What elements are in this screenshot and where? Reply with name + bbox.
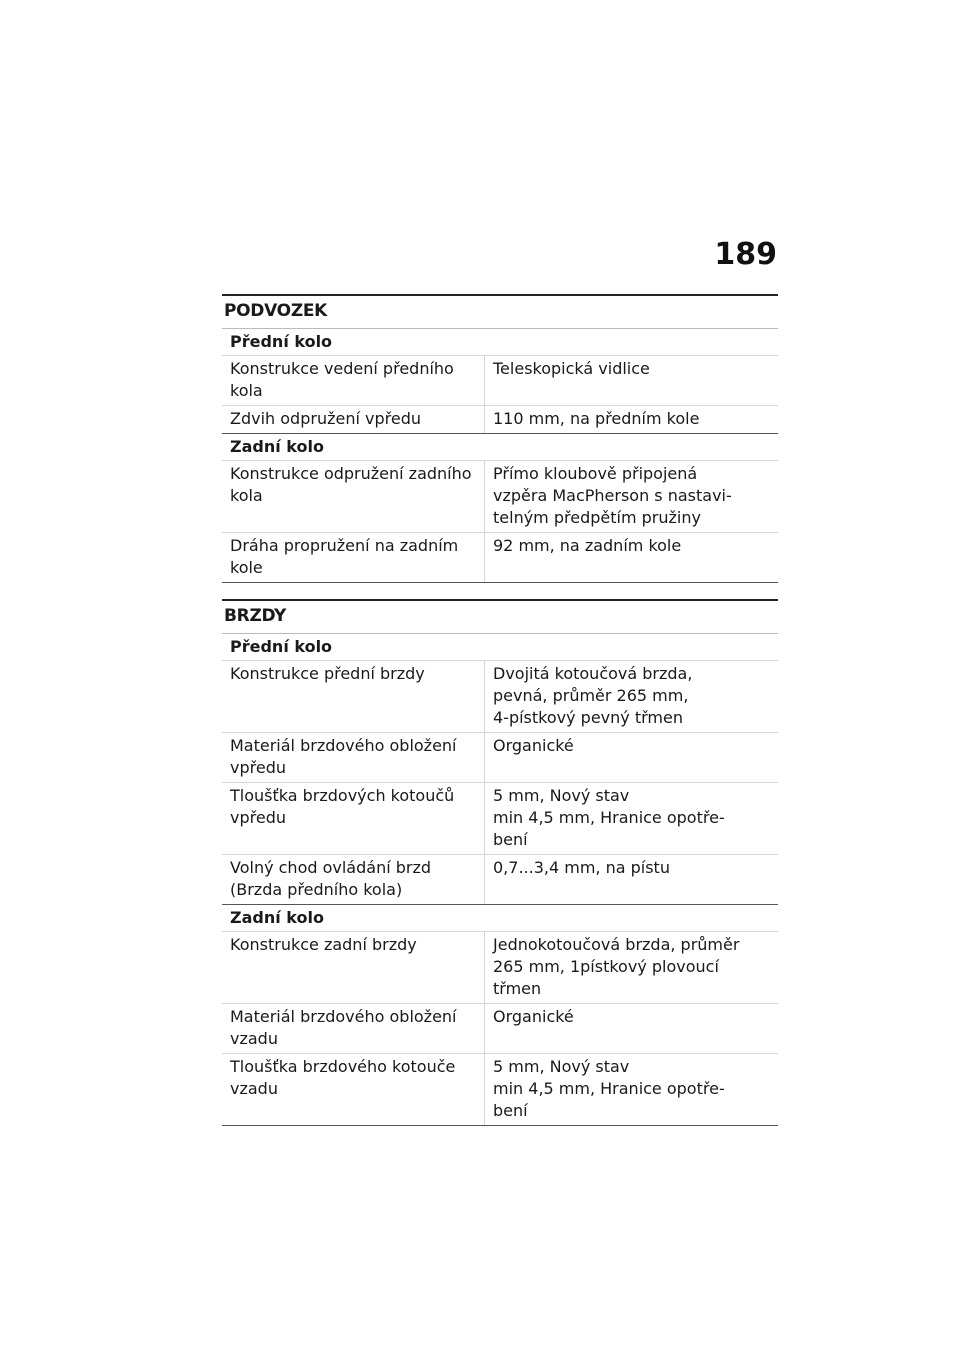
spec-row [222, 405, 778, 433]
spec-row [222, 854, 778, 904]
spec-label [222, 1054, 484, 1125]
spec-label-line: kola [230, 486, 263, 505]
group-heading: Přední kolo [222, 633, 778, 660]
spec-value-line: Organické [493, 736, 574, 755]
spec-value [484, 783, 778, 854]
spec-value-line: 0,7...3,4 mm, na pístu [493, 858, 670, 877]
spec-label-line: Konstrukce přední brzdy [230, 664, 425, 683]
spec-value-line: bení [493, 830, 528, 849]
spec-label-line: vzadu [230, 1079, 278, 1098]
spec-row [222, 931, 778, 1003]
spec-value [484, 356, 778, 405]
spec-value [484, 1054, 778, 1125]
spec-value-line: telným předpětím pružiny [493, 508, 701, 527]
spec-label [222, 533, 484, 582]
spec-row [222, 732, 778, 782]
spec-label-line: vpředu [230, 808, 286, 827]
spec-label-line: Materiál brzdového obložení [230, 1007, 457, 1026]
spec-value [484, 533, 778, 582]
spec-value [484, 461, 778, 532]
spec-value-line: Přímo kloubově připojená [493, 464, 698, 483]
spec-value [484, 661, 778, 732]
spec-label-line: Tloušťka brzdových kotoučů [230, 786, 455, 805]
spec-label-line: kole [230, 558, 263, 577]
spec-row [222, 460, 778, 532]
spec-label [222, 855, 484, 904]
spec-group [222, 433, 778, 583]
spec-label [222, 356, 484, 405]
spec-label [222, 661, 484, 732]
spec-row [222, 660, 778, 732]
spec-value-line: Dvojitá kotoučová brzda, [493, 664, 693, 683]
spec-value-line: 4-pístkový pevný třmen [493, 708, 683, 727]
spec-value [484, 932, 778, 1003]
section-heading: BRZDY [222, 599, 778, 633]
section-heading: PODVOZEK [222, 294, 778, 328]
spec-value [484, 1004, 778, 1053]
spec-value-line: vzpěra MacPherson s nastavi- [493, 486, 732, 505]
spec-row [222, 355, 778, 405]
spec-value-line: bení [493, 1101, 528, 1120]
group-heading: Zadní kolo [222, 904, 778, 931]
spec-label-line: Tloušťka brzdového kotouče [230, 1057, 456, 1076]
spec-label-line: Konstrukce vedení předního [230, 359, 454, 378]
spec-label-line: Zdvih odpružení vpředu [230, 409, 421, 428]
spec-label-line: Volný chod ovládání brzd [230, 858, 432, 877]
spec-value-line: třmen [493, 979, 542, 998]
spec-label-line: vpředu [230, 758, 286, 777]
spec-value-line: pevná, průměr 265 mm, [493, 686, 689, 705]
spec-value-line: min 4,5 mm, Hranice opotře- [493, 808, 725, 827]
spec-section [222, 294, 778, 583]
group-heading: Přední kolo [222, 328, 778, 355]
spec-row [222, 1003, 778, 1053]
spec-group [222, 633, 778, 904]
spec-value [484, 406, 778, 433]
spec-label [222, 406, 484, 433]
spec-value-line: 92 mm, na zadním kole [493, 536, 682, 555]
group-heading: Zadní kolo [222, 433, 778, 460]
spec-group [222, 328, 778, 433]
spec-group [222, 904, 778, 1126]
spec-value [484, 855, 778, 904]
spec-label [222, 783, 484, 854]
spec-section [222, 599, 778, 1126]
page-number: 189 [714, 237, 777, 272]
spec-label [222, 461, 484, 532]
spec-label [222, 1004, 484, 1053]
spec-label-line: Konstrukce zadní brzdy [230, 935, 417, 954]
spec-label [222, 932, 484, 1003]
spec-label-line: Konstrukce odpružení zadního [230, 464, 472, 483]
spec-value-line: Teleskopická vidlice [493, 359, 650, 378]
spec-label-line: Materiál brzdového obložení [230, 736, 457, 755]
spec-value [484, 733, 778, 782]
spec-value-line: min 4,5 mm, Hranice opotře- [493, 1079, 725, 1098]
spec-value-line: 5 mm, Nový stav [493, 786, 630, 805]
spec-label-line: vzadu [230, 1029, 278, 1048]
spec-label-line: kola [230, 381, 263, 400]
spec-label [222, 733, 484, 782]
spec-value-line: 5 mm, Nový stav [493, 1057, 630, 1076]
spec-row [222, 532, 778, 583]
spec-row [222, 1053, 778, 1126]
spec-value-line: 265 mm, 1pístkový plovoucí [493, 957, 719, 976]
spec-value-line: 110 mm, na předním kole [493, 409, 700, 428]
spec-row [222, 782, 778, 854]
spec-value-line: Jednokotoučová brzda, průměr [493, 935, 740, 954]
spec-value-line: Organické [493, 1007, 574, 1026]
spec-content [222, 294, 778, 1142]
spec-label-line: (Brzda předního kola) [230, 880, 403, 899]
spec-label-line: Dráha propružení na zadním [230, 536, 459, 555]
